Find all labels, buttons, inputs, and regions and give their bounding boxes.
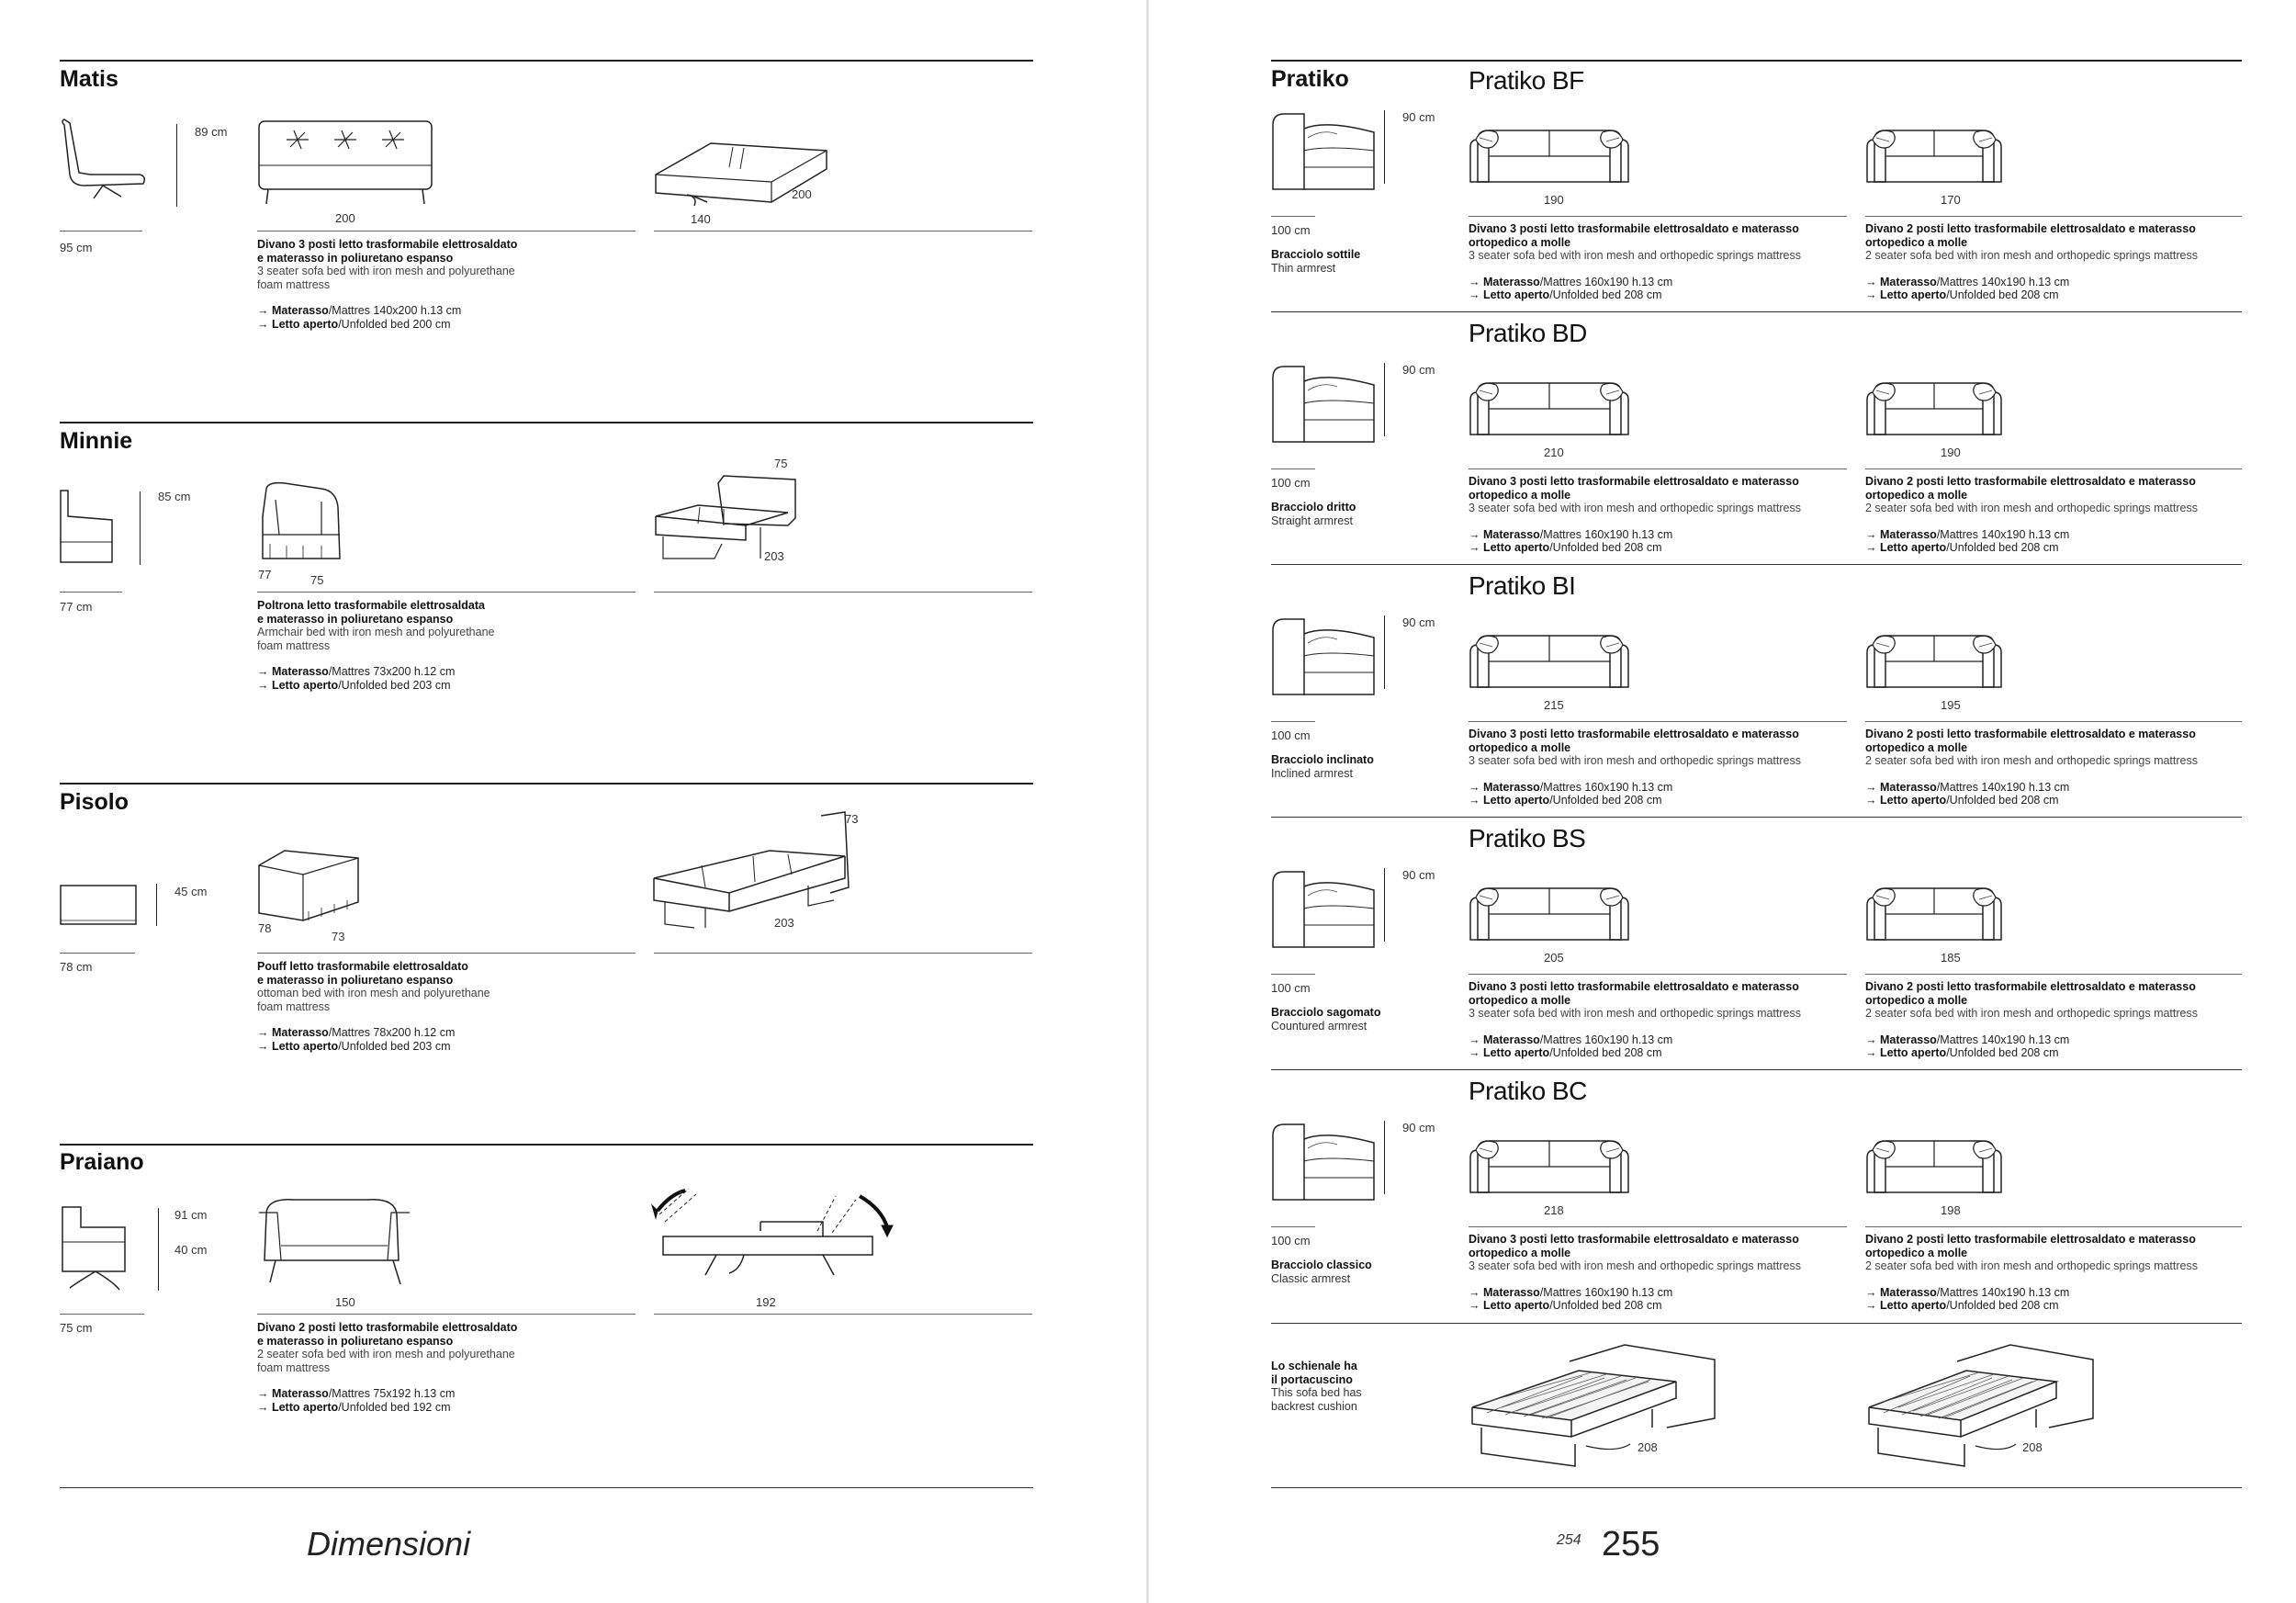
description-3-seater: Divano 3 posti letto trasformabile elettrosaldato e materasso ortopedico a molle 3 seater sofa bed with iron mesh and orthopedic springs mattress → Materasso/Mattres 160x190 h.13 cm → Letto aperto/Unfolded bed 208 cm bbox=[1469, 475, 1801, 554]
width-dim-2: 170 bbox=[1941, 193, 1961, 207]
sofa-2-seater-drawing bbox=[1865, 119, 2003, 186]
open-bed-drawing bbox=[650, 470, 816, 566]
sofa-3-seater-drawing bbox=[1469, 1130, 1630, 1196]
sofa-2-seater-drawing bbox=[1865, 625, 2003, 691]
section-title: Minnie bbox=[60, 428, 133, 454]
depth-dim: 100 cm bbox=[1271, 728, 1311, 742]
section-rule bbox=[60, 422, 1033, 423]
width-dim: 150 bbox=[335, 1295, 355, 1309]
bed-width-dim: 200 bbox=[792, 187, 812, 201]
depth-dim: 100 cm bbox=[1271, 1234, 1311, 1247]
width-dim-3: 218 bbox=[1544, 1203, 1564, 1217]
bed-length-dim: 192 bbox=[756, 1295, 776, 1309]
section-rule bbox=[60, 783, 1033, 785]
description: Pouff letto trasformabile elettrosaldato e materasso in poliuretano espanso ottoman bed with iron mesh and polyurethane foam mattress → Materasso/Mattres 78x200 h.12 cm → Letto aperto/Unfolded bed 203 cm bbox=[257, 960, 490, 1053]
front-dim-b: 73 bbox=[332, 930, 345, 943]
depth-dim: 100 cm bbox=[1271, 476, 1311, 490]
section-rule bbox=[60, 1144, 1033, 1146]
side-view-drawing bbox=[1271, 363, 1377, 446]
side-view-drawing bbox=[57, 119, 149, 202]
sofa-3-seater-drawing bbox=[1469, 625, 1630, 691]
armrest-label: Bracciolo inclinato Inclined armrest bbox=[1271, 753, 1374, 780]
height-dim: 85 cm bbox=[158, 490, 191, 503]
armrest-label: Bracciolo dritto Straight armrest bbox=[1271, 501, 1356, 527]
cushion-note: Lo schienale ha il portacuscino This sofa bed has backrest cushion bbox=[1271, 1360, 1362, 1413]
depth-dim: 100 cm bbox=[1271, 981, 1311, 995]
footer-rule bbox=[1271, 1487, 2242, 1488]
description-2-seater: Divano 2 posti letto trasformabile elettrosaldato e materasso ortopedico a molle 2 seater sofa bed with iron mesh and orthopedic springs mattress → Materasso/Mattres 140x190 h.13 cm → Letto aperto/Unfolded bed 208 cm bbox=[1865, 222, 2198, 301]
open-bed-dim-3: 208 bbox=[1638, 1440, 1658, 1454]
model-title: Pratiko BD bbox=[1469, 319, 1587, 347]
left-page bbox=[0, 0, 1146, 1603]
width-dim-3: 215 bbox=[1544, 698, 1564, 712]
depth-dim: 78 cm bbox=[60, 960, 93, 974]
section-title: Praiano bbox=[60, 1149, 144, 1175]
open-bed-drawing-3-seater bbox=[1469, 1343, 1716, 1467]
description: Poltrona letto trasformabile elettrosaldata e materasso in poliuretano espanso Armchair bed with iron mesh and polyurethane foam mattress → Materasso/Mattres 73x200 h.12 cm → Letto aperto/Unfolded bed 203 cm bbox=[257, 599, 495, 692]
depth-dim: 95 cm bbox=[60, 241, 93, 254]
description-2-seater: Divano 2 posti letto trasformabile elettrosaldato e materasso ortopedico a molle 2 seater sofa bed with iron mesh and orthopedic springs mattress → Materasso/Mattres 140x190 h.13 cm → Letto aperto/Unfolded bed 208 cm bbox=[1865, 1233, 2198, 1312]
width-dim-3: 190 bbox=[1544, 193, 1564, 207]
section-rule bbox=[60, 60, 1033, 62]
description-3-seater: Divano 3 posti letto trasformabile elettrosaldato e materasso ortopedico a molle 3 seater sofa bed with iron mesh and orthopedic springs mattress → Materasso/Mattres 160x190 h.13 cm → Letto aperto/Unfolded bed 208 cm bbox=[1469, 980, 1801, 1059]
open-bed-dim-2: 208 bbox=[2022, 1440, 2043, 1454]
side-view-drawing bbox=[59, 1205, 141, 1293]
bed-depth-dim: 140 bbox=[691, 212, 711, 226]
description-2-seater: Divano 2 posti letto trasformabile elettrosaldato e materasso ortopedico a molle 2 seater sofa bed with iron mesh and orthopedic springs mattress → Materasso/Mattres 140x190 h.13 cm → Letto aperto/Unfolded bed 208 cm bbox=[1865, 475, 2198, 554]
description: Divano 2 posti letto trasformabile elettrosaldato e materasso in poliuretano espanso 2 seater sofa bed with iron mesh and polyurethane foam mattress → Materasso/Mattres 75x192 h.13 cm → Letto aperto/Unfolded bed 192 cm bbox=[257, 1321, 518, 1414]
description-2-seater: Divano 2 posti letto trasformabile elettrosaldato e materasso ortopedico a molle 2 seater sofa bed with iron mesh and orthopedic springs mattress → Materasso/Mattres 140x190 h.13 cm → Letto aperto/Unfolded bed 208 cm bbox=[1865, 728, 2198, 807]
description-3-seater: Divano 3 posti letto trasformabile elettrosaldato e materasso ortopedico a molle 3 seater sofa bed with iron mesh and orthopedic springs mattress → Materasso/Mattres 160x190 h.13 cm → Letto aperto/Unfolded bed 208 cm bbox=[1469, 1233, 1801, 1312]
description-3-seater: Divano 3 posti letto trasformabile elettrosaldato e materasso ortopedico a molle 3 seater sofa bed with iron mesh and orthopedic springs mattress → Materasso/Mattres 160x190 h.13 cm → Letto aperto/Unfolded bed 208 cm bbox=[1469, 728, 1801, 807]
model-title: Pratiko BF bbox=[1469, 66, 1584, 95]
bed-length-dim: 203 bbox=[764, 549, 784, 563]
open-bed-drawing bbox=[652, 1185, 900, 1286]
bed-top-dim: 75 bbox=[774, 457, 788, 470]
front-view-drawing bbox=[257, 1194, 413, 1290]
model-title: Pratiko BC bbox=[1469, 1077, 1587, 1105]
front-view-drawing bbox=[257, 847, 363, 926]
height-dim: 90 cm bbox=[1402, 868, 1435, 882]
description: Divano 3 posti letto trasformabile elettrosaldato e materasso in poliuretano espanso 3 seater sofa bed with iron mesh and polyurethane foam mattress → Materasso/Mattres 140x200 h.13 cm → Letto aperto/Unfolded bed 200 cm bbox=[257, 238, 518, 331]
page-number-right: 255 bbox=[1602, 1525, 1660, 1563]
open-bed-drawing-2-seater bbox=[1865, 1343, 2095, 1467]
width-dim-2: 190 bbox=[1941, 446, 1961, 459]
width-dim-2: 198 bbox=[1941, 1203, 1961, 1217]
sofa-3-seater-drawing bbox=[1469, 372, 1630, 438]
depth-dim: 100 cm bbox=[1271, 223, 1311, 237]
height-dim: 91 cm bbox=[174, 1208, 208, 1222]
footer-title: Dimensioni bbox=[307, 1525, 471, 1563]
depth-dim: 75 cm bbox=[60, 1321, 93, 1335]
footer-rule bbox=[60, 1487, 1033, 1488]
sofa-3-seater-drawing bbox=[1469, 877, 1630, 943]
front-dim-a: 77 bbox=[258, 568, 272, 581]
height-dim: 90 cm bbox=[1402, 1121, 1435, 1135]
front-view-drawing bbox=[257, 480, 354, 564]
sofa-2-seater-drawing bbox=[1865, 372, 2003, 438]
height-dim: 90 cm bbox=[1402, 110, 1435, 124]
sofa-2-seater-drawing bbox=[1865, 877, 2003, 943]
bed-length-dim: 203 bbox=[774, 916, 794, 930]
sofa-2-seater-drawing bbox=[1865, 1130, 2003, 1196]
side-view-drawing bbox=[59, 489, 123, 566]
section-title: Pisolo bbox=[60, 789, 129, 815]
side-view-drawing bbox=[1271, 615, 1377, 698]
bed-top-dim: 73 bbox=[845, 812, 859, 826]
height-dim: 90 cm bbox=[1402, 615, 1435, 629]
side-view-drawing bbox=[1271, 110, 1377, 193]
width-dim-3: 205 bbox=[1544, 951, 1564, 965]
depth-dim: 77 cm bbox=[60, 600, 93, 614]
seat-height-dim: 40 cm bbox=[174, 1243, 208, 1257]
height-dim: 90 cm bbox=[1402, 363, 1435, 377]
right-page bbox=[1149, 0, 2296, 1603]
front-dim-b: 75 bbox=[310, 573, 324, 587]
front-dim-a: 78 bbox=[258, 921, 272, 935]
armrest-label: Bracciolo sagomato Countured armrest bbox=[1271, 1006, 1381, 1033]
width-dim-2: 185 bbox=[1941, 951, 1961, 965]
height-dim: 89 cm bbox=[195, 125, 228, 139]
page-number-left: 254 bbox=[1557, 1532, 1581, 1548]
description-2-seater: Divano 2 posti letto trasformabile elettrosaldato e materasso ortopedico a molle 2 seater sofa bed with iron mesh and orthopedic springs mattress → Materasso/Mattres 140x190 h.13 cm → Letto aperto/Unfolded bed 208 cm bbox=[1865, 980, 2198, 1059]
side-view-drawing bbox=[59, 884, 141, 928]
armrest-label: Bracciolo classico Classic armrest bbox=[1271, 1259, 1372, 1285]
side-view-drawing bbox=[1271, 868, 1377, 951]
armrest-label: Bracciolo sottile Thin armrest bbox=[1271, 248, 1361, 275]
width-dim-2: 195 bbox=[1941, 698, 1961, 712]
width-dim: 200 bbox=[335, 211, 355, 225]
side-view-drawing bbox=[1271, 1121, 1377, 1203]
family-title: Pratiko bbox=[1271, 66, 1349, 92]
height-dim: 45 cm bbox=[174, 885, 208, 898]
description-3-seater: Divano 3 posti letto trasformabile elettrosaldato e materasso ortopedico a molle 3 seater sofa bed with iron mesh and orthopedic springs mattress → Materasso/Mattres 160x190 h.13 cm → Letto aperto/Unfolded bed 208 cm bbox=[1469, 222, 1801, 301]
model-title: Pratiko BS bbox=[1469, 824, 1586, 852]
model-title: Pratiko BI bbox=[1469, 571, 1576, 600]
width-dim-3: 210 bbox=[1544, 446, 1564, 459]
sofa-3-seater-drawing bbox=[1469, 119, 1630, 186]
front-view-drawing bbox=[257, 119, 441, 208]
section-title: Matis bbox=[60, 66, 118, 92]
open-bed-drawing bbox=[650, 808, 861, 931]
